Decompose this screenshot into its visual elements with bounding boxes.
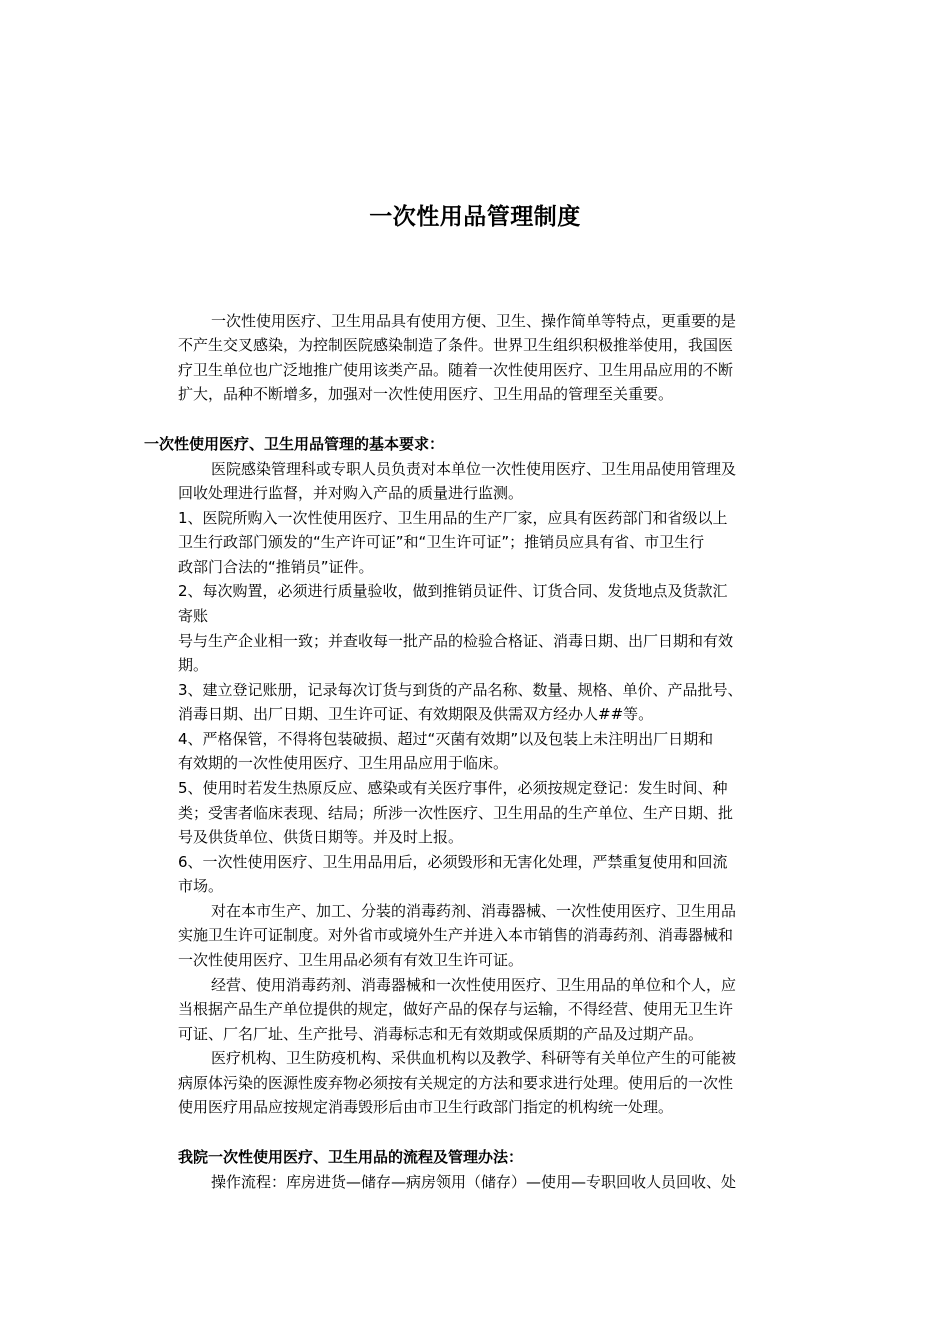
- section-heading: 一次性使用医疗、卫生用品管理的基本要求：: [144, 435, 445, 453]
- body-line: 经营、使用消毒药剂、消毒器械和一次性使用医疗、卫生用品的单位和个人，应: [211, 976, 737, 994]
- body-line: 对在本市生产、加工、分装的消毒药剂、消毒器械、一次性使用医疗、卫生用品: [211, 902, 737, 920]
- body-line: 医疗机构、卫生防疫机构、采供血机构以及教学、科研等有关单位产生的可能被: [211, 1049, 737, 1067]
- body-line: 使用医疗用品应按规定消毒毁形后由市卫生行政部门指定的机构统一处理。: [178, 1098, 674, 1116]
- body-line: 有效期的一次性使用医疗、卫生用品应用于临床。: [178, 754, 509, 772]
- body-line: 政部门合法的“推销员”证件。: [178, 558, 374, 576]
- section-heading: 我院一次性使用医疗、卫生用品的流程及管理办法：: [178, 1148, 524, 1166]
- body-line: 可证、厂名厂址、生产批号、消毒标志和无有效期或保质期的产品及过期产品。: [178, 1025, 704, 1043]
- intro-line: 疗卫生单位也广泛地推广使用该类产品。随着一次性使用医疗、卫生用品应用的不断: [178, 361, 734, 379]
- body-line: 消毒日期、出厂日期、卫生许可证、有效期限及供需双方经办人##等。: [178, 705, 654, 723]
- body-line: 类；受害者临床表现、结局；所涉一次性医疗、卫生用品的生产单位、生产日期、批: [178, 804, 734, 822]
- body-line: 操作流程：库房进货—储存—病房领用（储存）—使用—专职回收人员回收、处: [211, 1173, 737, 1191]
- body-line: 2、每次购置，必须进行质量验收，做到推销员证件、订货合同、发货地点及货款汇: [178, 582, 728, 600]
- body-line: 号及供货单位、供货日期等。并及时上报。: [178, 828, 464, 846]
- body-line: 1、医院所购入一次性使用医疗、卫生用品的生产厂家，应具有医药部门和省级以上: [178, 509, 728, 527]
- body-line: 病原体污染的医源性废弃物必须按有关规定的方法和要求进行处理。使用后的一次性: [178, 1074, 734, 1092]
- body-line: 卫生行政部门颁发的“生产许可证”和“卫生许可证”；推销员应具有省、市卫生行: [178, 533, 705, 551]
- body-line: 期。: [178, 656, 209, 674]
- body-line: 号与生产企业相一致；并查收每一批产品的检验合格证、消毒日期、出厂日期和有效: [178, 632, 734, 650]
- body-line: 3、建立登记账册，记录每次订货与到货的产品名称、数量、规格、单价、产品批号、: [178, 681, 743, 699]
- document-title: 一次性用品管理制度: [369, 204, 581, 230]
- body-line: 寄账: [178, 607, 209, 625]
- body-line: 5、使用时若发生热原反应、感染或有关医疗事件，必须按规定登记：发生时间、种: [178, 779, 728, 797]
- body-line: 当根据产品生产单位提供的规定，做好产品的保存与运输，不得经营、使用无卫生许: [178, 1000, 734, 1018]
- body-line: 实施卫生许可证制度。对外省市或境外生产并进入本市销售的消毒药剂、消毒器械和: [178, 926, 734, 944]
- intro-line: 不产生交叉感染，为控制医院感染制造了条件。世界卫生组织积极推举使用，我国医: [178, 336, 734, 354]
- body-line: 市场。: [178, 877, 224, 895]
- body-line: 回收处理进行监督，并对购入产品的质量进行监测。: [178, 484, 524, 502]
- body-line: 医院感染管理科或专职人员负责对本单位一次性使用医疗、卫生用品使用管理及: [211, 460, 737, 478]
- intro-line: 一次性使用医疗、卫生用品具有使用方便、卫生、操作简单等特点，更重要的是: [211, 312, 737, 330]
- body-line: 一次性使用医疗、卫生用品必须有有效卫生许可证。: [178, 951, 524, 969]
- body-line: 6、一次性使用医疗、卫生用品用后，必须毁形和无害化处理，严禁重复使用和回流: [178, 853, 728, 871]
- intro-line: 扩大，品种不断增多，加强对一次性使用医疗、卫生用品的管理至关重要。: [178, 385, 674, 403]
- body-line: 4、严格保管，不得将包装破损、超过“灭菌有效期”以及包装上未注明出厂日期和: [178, 730, 714, 748]
